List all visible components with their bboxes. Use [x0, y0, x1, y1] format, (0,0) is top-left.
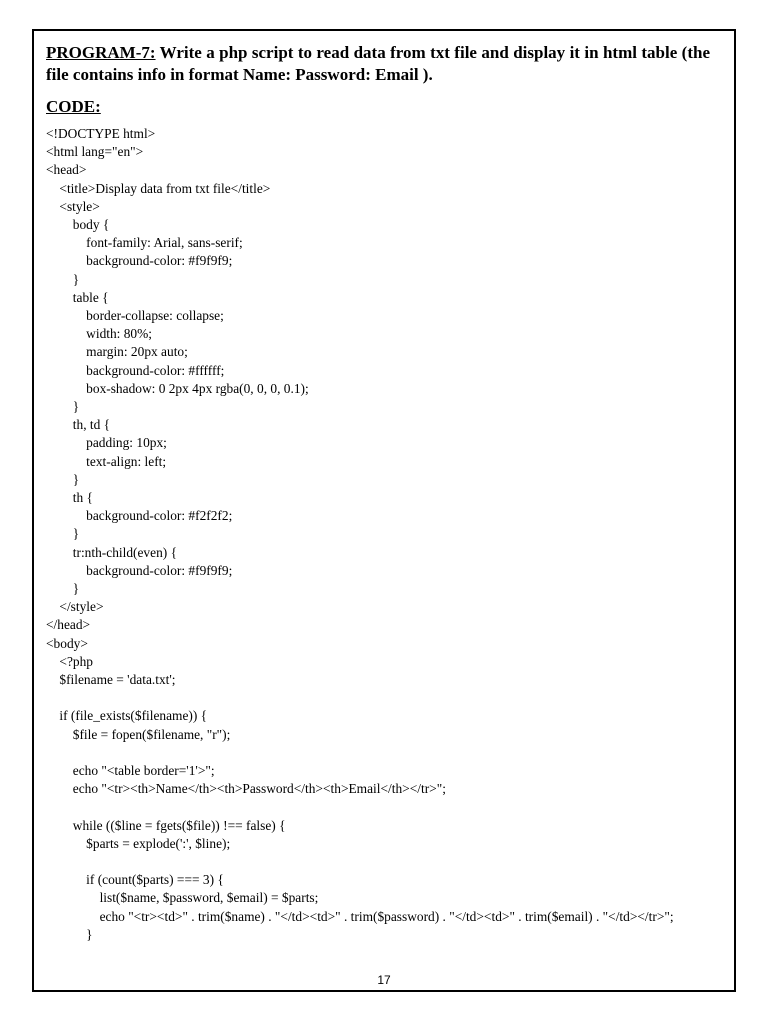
code-line: </head> — [46, 617, 91, 633]
code-line: th, td { — [46, 417, 111, 433]
code-line: </style> — [46, 599, 104, 615]
code-line: $filename = 'data.txt'; — [46, 672, 176, 688]
code-line: th { — [46, 490, 93, 506]
code-line: table { — [46, 289, 109, 305]
program-description: Write a php script to read data from txt file and display it in html table (the file contains info in format Name: Password: Email ). — [46, 43, 710, 84]
code-line: padding: 10px; — [46, 435, 167, 451]
code-line: $parts = explode(':', $line); — [46, 835, 231, 851]
page-number: 17 — [377, 973, 391, 987]
code-line: <head> — [46, 162, 87, 178]
code-line: text-align: left; — [46, 453, 167, 469]
code-line: <!DOCTYPE html> — [46, 126, 156, 141]
code-line — [46, 744, 714, 762]
code-line: width: 80%; — [46, 326, 153, 342]
code-line — [46, 853, 714, 871]
code-line: background-color: #f9f9f9; — [46, 253, 233, 269]
code-line: tr:nth-child(even) { — [46, 544, 177, 560]
code-line — [46, 798, 714, 816]
code-line — [46, 689, 714, 707]
code-block — [46, 125, 714, 944]
code-line: <body> — [46, 635, 88, 651]
code-line: echo "<tr><td>" . trim($name) . "</td><td>" . trim($password) . "</td><td>" . trim($email) . "</td></tr>"; — [46, 908, 674, 924]
code-line: } — [46, 526, 80, 542]
code-line: } — [46, 271, 80, 287]
code-line: margin: 20px auto; — [46, 344, 188, 360]
code-line: if (count($parts) === 3) { — [46, 872, 224, 888]
code-line: echo "<tr><th>Name</th><th>Password</th><th>Email</th></tr>"; — [46, 781, 446, 797]
code-line: } — [46, 926, 93, 942]
code-line: <title>Display data from txt file</title> — [46, 180, 271, 196]
code-line: } — [46, 581, 80, 597]
code-line: if (file_exists($filename)) { — [46, 708, 208, 724]
code-line: $file = fopen($filename, "r"); — [46, 726, 231, 742]
code-line: border-collapse: collapse; — [46, 308, 224, 324]
code-line: body { — [46, 217, 110, 233]
program-heading — [46, 42, 710, 86]
code-line: font-family: Arial, sans-serif; — [46, 235, 243, 251]
code-line: echo "<table border='1'>"; — [46, 763, 215, 779]
code-line: } — [46, 471, 80, 487]
code-line: background-color: #f2f2f2; — [46, 508, 233, 524]
code-line: <?php — [46, 653, 93, 669]
code-line: <html lang="en"> — [46, 144, 144, 160]
code-line: background-color: #ffffff; — [46, 362, 225, 378]
code-line: <style> — [46, 198, 100, 214]
code-line: while (($line = fgets($file)) !== false) { — [46, 817, 286, 833]
code-line: } — [46, 399, 80, 415]
code-label: CODE: — [46, 97, 101, 116]
code-line: list($name, $password, $email) = $parts; — [46, 890, 319, 906]
code-line: background-color: #f9f9f9; — [46, 562, 233, 578]
program-label: PROGRAM-7: — [46, 43, 156, 62]
code-line: box-shadow: 0 2px 4px rgba(0, 0, 0, 0.1); — [46, 380, 309, 396]
